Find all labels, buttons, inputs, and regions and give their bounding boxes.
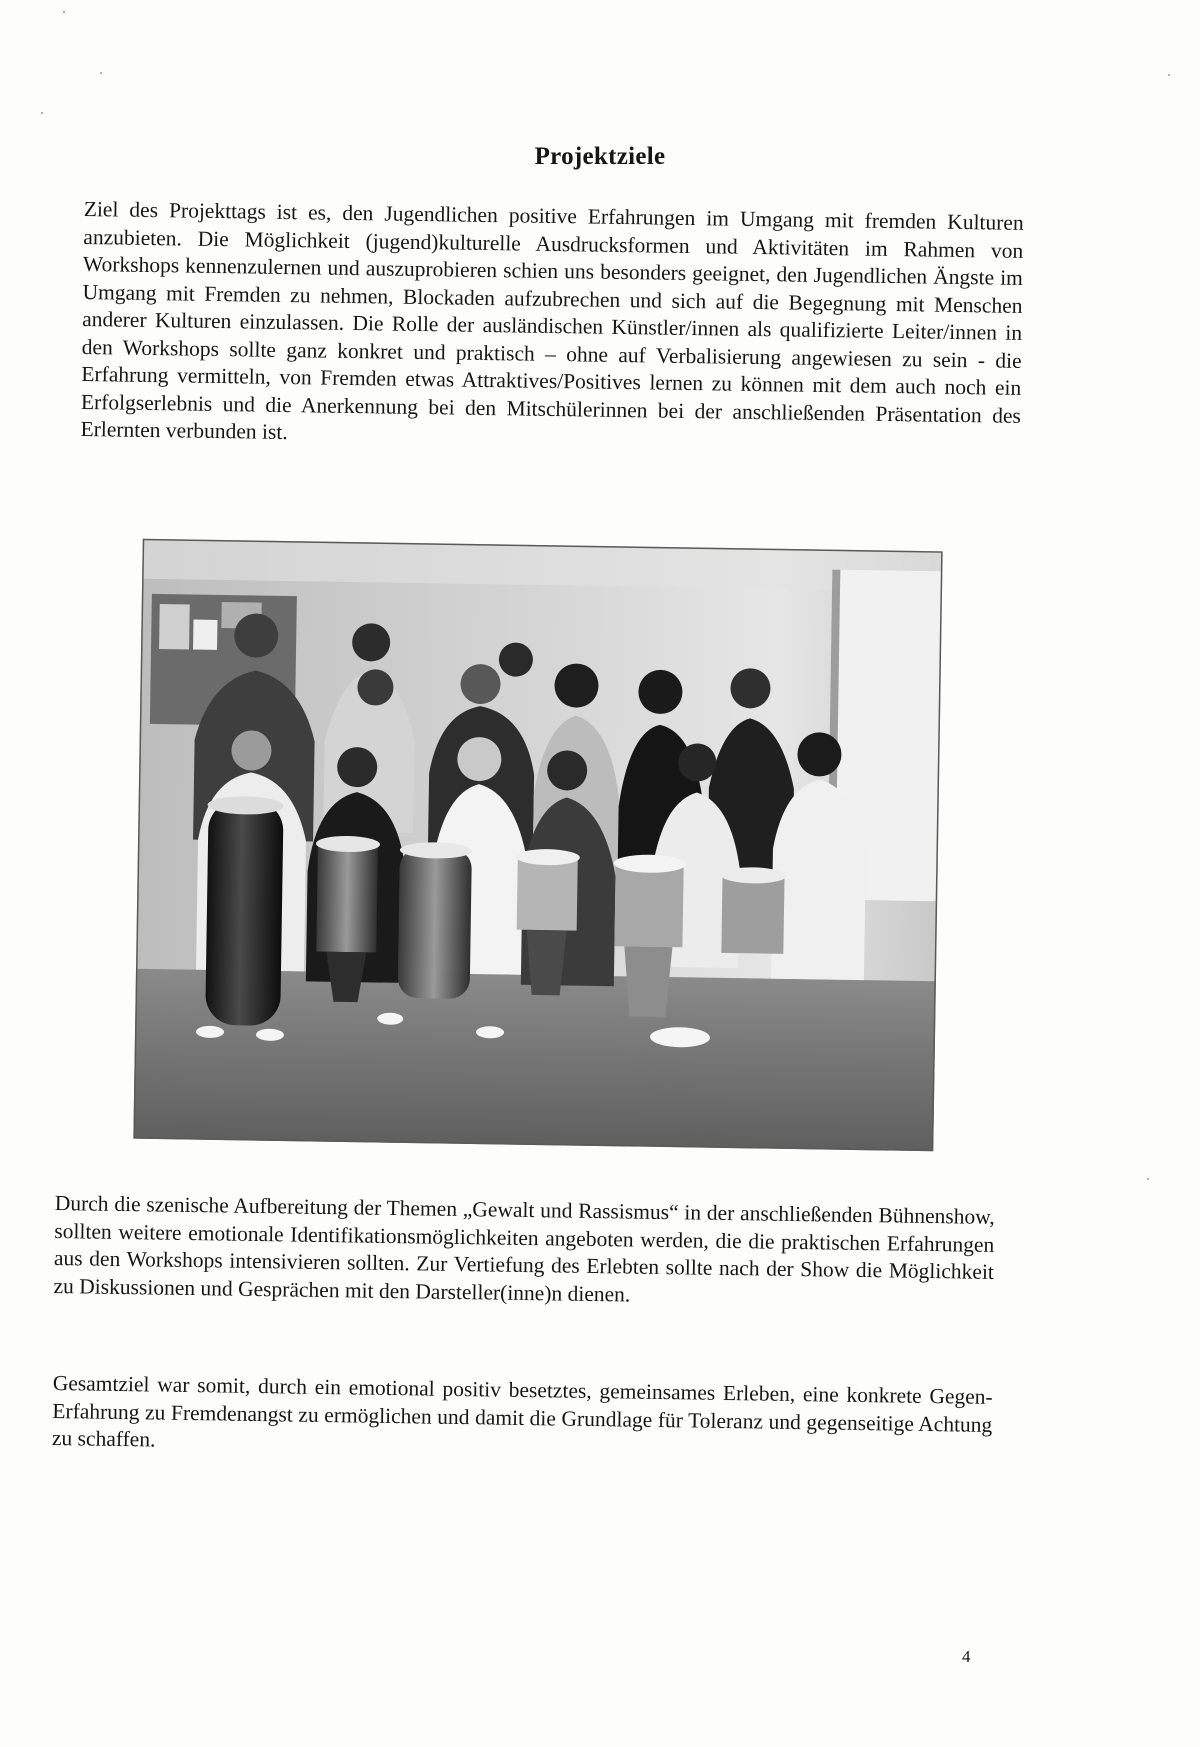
- page-title: Projektziele: [534, 143, 666, 170]
- group-photo: [133, 539, 942, 1151]
- scan-speck: [41, 112, 43, 114]
- group-photo-image: [133, 539, 942, 1151]
- scan-speck: [1147, 1178, 1149, 1180]
- paragraph-overall-goal: Gesamtziel war somit, durch ein emotional positiv besetztes, gemeinsames Erleben, eine konkrete Gegen-Erfahrung zu Fremdenangst zu ermöglichen und damit die Grundlage für Toleranz und gegenseitige Achtung zu schaffen.: [51, 1370, 993, 1452]
- scan-speck: [1168, 74, 1170, 76]
- paragraph-project-goal: Ziel des Projekttags ist es, den Jugendlichen positive Erfahrungen im Umgang mit fremden Kulturen anzubieten. Die Möglichkeit (jugend)kulturelle Ausdrucksformen und Aktivitäten im Rahmen von Workshops kennenzulernen und auszuprobieren schien uns besonders geeignet, den Jugendlichen Ängste im Umgang mit Fremden zu nehmen, Blockaden aufzubrechen und sich auf die Begegnung mit Menschen anderer Kulturen einzulassen. Die Rolle der ausländischen Künstler/innen als qualifizierte Leiter/innen in den Workshops sollte ganz konkret und praktisch – ohne auf Verbalisierung angewiesen zu sein - die Erfahrung vermitteln, von Fremden etwas Attraktives/Positives lernen zu können mit dem auch noch ein Erfolgserlebnis und die Anerkennung bei den Mitschülerinnen bei der anschließenden Präsentation des Erlernten verbunden ist.: [80, 196, 1024, 445]
- paragraph-stage-show: Durch die szenische Aufbereitung der Themen „Gewalt und Rassismus“ in der anschließenden Bühnenshow, sollten weitere emotionale Identifikationsmöglichkeiten angeboten werden, die die praktischen Erfahrungen aus den Workshops intensivieren sollten. Zur Vertiefung des Erlebten sollte nach der Show die Möglichkeit zu Diskussionen und Gesprächen mit den Darsteller(inne)n dienen.: [53, 1190, 995, 1307]
- scan-speck: [100, 72, 102, 74]
- scan-speck: [63, 11, 65, 13]
- page-number: 4: [962, 1647, 971, 1666]
